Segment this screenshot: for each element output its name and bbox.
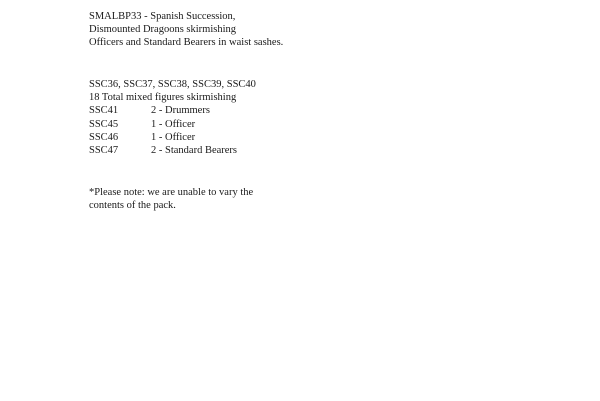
pack-header [89, 10, 283, 50]
item-code: SSC45 [89, 118, 119, 130]
item-code: SSC46 [89, 131, 119, 143]
list-item [89, 144, 256, 157]
note-line: *Please note: we are unable to vary the [89, 187, 254, 198]
item-description: 1 - Officer [151, 131, 196, 143]
pack-note [89, 186, 253, 212]
list-item [89, 131, 256, 144]
pack-contents [89, 78, 256, 157]
list-item [89, 118, 256, 131]
item-description: 2 - Drummers [151, 105, 210, 117]
item-code: SSC41 [89, 105, 119, 117]
pack-detail: Officers and Standard Bearers in waist sashes. [89, 37, 284, 49]
pack-subtitle: Dismounted Dragoons skirmishing [89, 24, 236, 36]
pack-title: SMALBP33 - Spanish Succession, [89, 11, 236, 22]
list-item [89, 104, 256, 117]
mixed-description: 18 Total mixed figures skirmishing [89, 92, 237, 104]
item-description: 2 - Standard Bearers [151, 144, 238, 156]
note-line: contents of the pack. [89, 200, 176, 212]
mixed-codes: SSC36, SSC37, SSC38, SSC39, SSC40 [89, 79, 256, 90]
item-description: 1 - Officer [151, 118, 196, 130]
item-code: SSC47 [89, 144, 119, 156]
